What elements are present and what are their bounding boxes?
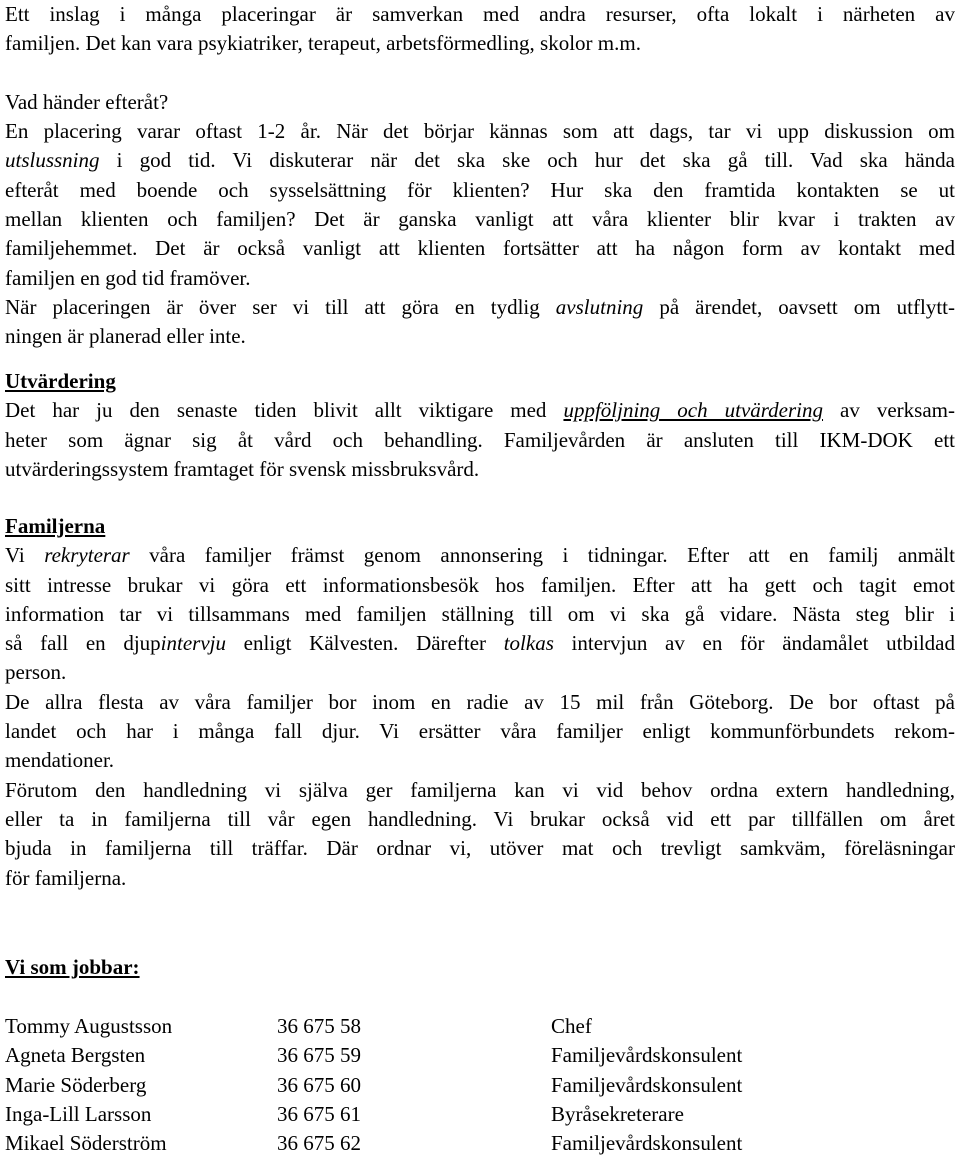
paragraph-line: för familjerna. — [5, 865, 127, 890]
emphasis-text: tolkas — [503, 631, 554, 656]
staff-name: Agneta Bergsten — [5, 1043, 146, 1068]
line-text: våra familjer främst genom annonsering i tidningar. Efter att en familj anmält — [129, 543, 955, 568]
line-text: Vi — [5, 543, 45, 568]
section-heading-families: Familjerna — [5, 514, 106, 538]
paragraph-line: familjen. Det kan vara psykiatriker, terapeut, arbetsförmedling, skolor m.m. — [5, 31, 641, 56]
emphasis-text: rekryterar — [44, 543, 130, 568]
emphasis-text: avslutning — [555, 294, 644, 319]
paragraph-line: Ett inslag i många placeringar är samverkan med andra resurser, ofta lokalt i närheten av — [5, 2, 955, 26]
staff-heading: Vi som jobbar: — [5, 955, 140, 979]
staff-role: Byråsekreterare — [551, 1101, 684, 1126]
staff-role: Chef — [551, 1014, 592, 1038]
paragraph-line: efteråt med boende och sysselsättning för klienten? Hur ska den framtida kontakten se ut — [5, 177, 955, 202]
line-text: så fall en djup — [5, 631, 161, 656]
line-text: Det har ju den senaste tiden blivit allt viktigare med — [5, 398, 564, 423]
staff-role: Familjevårdskonsulent — [551, 1131, 743, 1156]
staff-row — [5, 1071, 955, 1100]
staff-phone: 36 675 62 — [277, 1131, 361, 1156]
paragraph-line: eller ta in familjerna till vår egen handledning. Vi brukar också vid ett par tillfällen om året — [5, 806, 955, 831]
paragraph-line: person. — [5, 660, 67, 685]
paragraph-line — [5, 396, 955, 425]
staff-phone: 36 675 61 — [277, 1101, 361, 1126]
staff-row — [5, 1012, 955, 1041]
staff-name: Marie Söderberg — [5, 1072, 147, 1097]
paragraph-line: familjehemmet. Det är också vanligt att klienten fortsätter att ha någon form av kontakt med — [5, 236, 955, 261]
paragraph-line — [5, 146, 955, 175]
staff-phone: 36 675 60 — [277, 1072, 361, 1097]
paragraph-line: mendationer. — [5, 748, 115, 773]
staff-phone: 36 675 59 — [277, 1043, 361, 1068]
paragraph-line: sitt intresse brukar vi göra ett informationsbesök hos familjen. Efter att ha gett och tagit emot — [5, 572, 955, 597]
section-heading-evaluation: Utvärdering — [5, 369, 116, 393]
paragraph-line — [5, 541, 955, 570]
line-text: När placeringen är över ser vi till att göra en tydlig — [5, 294, 556, 319]
staff-list — [5, 1012, 955, 1158]
paragraph-line: mellan klienten och familjen? Det är ganska vanligt att våra klienter blir kvar i trakten av — [5, 207, 955, 232]
paragraph-line: De allra flesta av våra familjer bor inom en radie av 15 mil från Göteborg. De bor oftast på — [5, 689, 955, 714]
emphasis-text: utslussning — [5, 148, 100, 173]
paragraph-line: En placering varar oftast 1-2 år. När det börjar kännas som att dags, tar vi upp diskussion om — [5, 119, 955, 144]
staff-row — [5, 1100, 955, 1129]
paragraph-line: information tar vi tillsammans med familjen ställning till om vi ska gå vidare. Nästa steg blir i — [5, 601, 955, 626]
paragraph-line: familjen en god tid framöver. — [5, 265, 251, 290]
staff-row — [5, 1129, 955, 1158]
line-text: intervjun av en för ändamålet utbildad — [553, 631, 955, 656]
paragraph-line: landet och har i många fall djur. Vi ersätter våra familjer enligt kommunförbundets rekom- — [5, 719, 955, 744]
staff-phone: 36 675 58 — [277, 1014, 361, 1038]
staff-role: Familjevårdskonsulent — [551, 1043, 743, 1068]
paragraph-line — [5, 293, 955, 322]
section-families — [5, 512, 955, 893]
section-heading-after: Vad händer efteråt? — [5, 89, 169, 114]
line-text: i god tid. Vi diskuterar när det ska ske och hur det ska gå till. Vad ska hända — [99, 148, 955, 173]
staff-name: Mikael Söderström — [5, 1131, 167, 1156]
staff-row — [5, 1041, 955, 1070]
blank-line — [5, 59, 955, 88]
paragraph-line: bjuda in familjerna till träffar. Där ordnar vi, utöver mat och trevligt samkväm, föreläsningar — [5, 836, 955, 861]
paragraph-line: Förutom den handledning vi själva ger familjerna kan vi vid behov ordna extern handledning, — [5, 777, 955, 802]
emphasis-text: uppföljning och utvärdering — [563, 398, 824, 423]
paragraph-line: ningen är planerad eller inte. — [5, 324, 246, 349]
paragraph-line — [5, 629, 955, 658]
section-after-placement — [5, 0, 955, 352]
staff-role: Familjevårdskonsulent — [551, 1072, 743, 1097]
staff-name: Inga-Lill Larsson — [5, 1101, 152, 1126]
line-text: enligt Kälvesten. Därefter — [226, 631, 504, 656]
staff-name: Tommy Augustsson — [5, 1014, 173, 1038]
line-text: av verksam- — [823, 398, 955, 423]
paragraph-line: heter som ägnar sig åt vård och behandling. Familjevården är ansluten till IKM-DOK ett — [5, 427, 955, 452]
paragraph-line: utvärderingssystem framtaget för svensk missbruksvård. — [5, 456, 480, 481]
line-text: på ärendet, oavsett om utflytt- — [643, 294, 955, 319]
section-evaluation — [5, 367, 955, 484]
emphasis-text: intervju — [160, 631, 226, 656]
